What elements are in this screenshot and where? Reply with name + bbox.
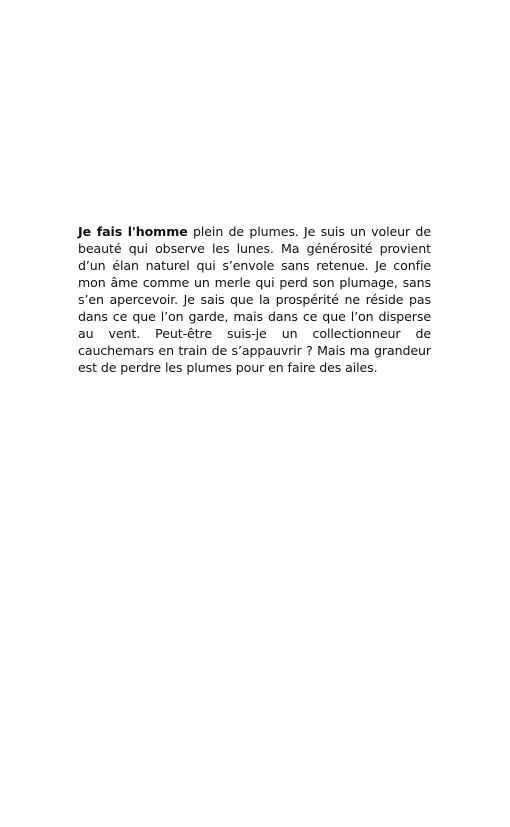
poem-paragraph <box>78 223 431 376</box>
paragraph-body: plein de plumes. Je suis un voleur de beauté qui observe les lunes. Ma générosité provient d’un élan naturel qui s’envole sans retenue. Je confie mon âme comme un merle qui perd son plumage, sans s’en apercevoir. Je sais que la prospérité ne réside pas dans ce que l’on garde, mais dans ce que l’on disperse au vent. Peut-être suis-je un collectionneur de cauchemars en train de s’appauvrir ? Mais ma grandeur est de perdre les plumes pour en faire des ailes. <box>78 224 431 375</box>
paragraph-lead: Je fais l'homme <box>78 224 188 239</box>
